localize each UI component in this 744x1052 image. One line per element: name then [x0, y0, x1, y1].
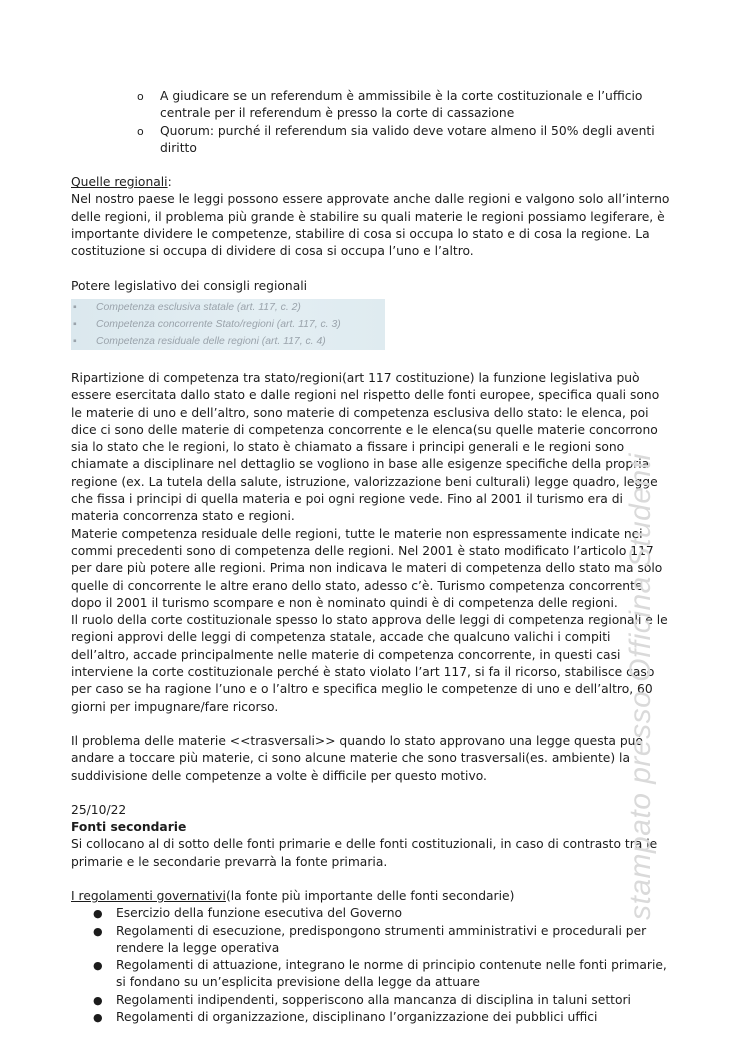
image-item: ▪ Competenza concorrente Stato/regioni (art. 117, c. 3) — [73, 318, 341, 330]
list-item: ● Regolamenti di esecuzione, predispongono strumenti amministrativi e procedurali per rendere la legge operativa — [93, 923, 647, 955]
lesson-date: 25/10/22 — [71, 802, 127, 817]
list-item: ● Regolamenti indipendenti, sopperiscono alla mancanza di disciplina in taluni settori — [93, 992, 631, 1007]
document-body — [71, 88, 671, 1026]
corte-paragraph: Il ruolo della corte costituzionale spesso lo stato approva delle leggi di competenza regionali e le regioni approvi delle leggi di competenza statale, accade che qualcuno valichi i compiti dell’altro, accade principalmente nelle materie di competenza concorrente, in questi casi interviene la corte costituzionale perché è stato violato l’art 117, si fa il ricorso, stabilisce caso per caso se ha ragione l’uno e o l’altro e specifica meglio le competenze di uno e dell’altro, 60 giorni per impugnare/fare ricorso. — [71, 613, 668, 714]
trasversali-paragraph: Il problema delle materie <<trasversali>> quando lo stato approvano una legge questa può andare a toccare più materie, ci sono alcune materie che sono trasversali(es. ambiente) la suddivisione delle competenze a volte è difficile per questo motivo. — [71, 733, 644, 783]
section-heading: Fonti secondarie — [71, 820, 187, 835]
regolamenti-heading: I regolamenti governativi(la fonte più importante delle fonti secondarie) — [71, 888, 515, 903]
list-item: ● Esercizio della funzione esecutiva del Governo — [93, 906, 403, 921]
regionali-paragraph: Nel nostro paese le leggi possono essere approvate anche dalle regioni e valgono solo all’interno delle regioni, il problema più grande è stabilire su quali materie le regioni possiamo legiferare, è importante dividere le competenze, stabilire di cosa si occupa lo stato e di cosa la regione. La costituzione si occupa di dividere di cosa si occupa l’uno e l’altro. — [71, 192, 670, 259]
list-item: ● Regolamenti di organizzazione, disciplinano l’organizzazione dei pubblici uffici — [93, 1010, 598, 1025]
list-item: o Quorum: purché il referendum sia valido deve votare almeno il 50% degli aventi diritto — [137, 123, 655, 155]
residuale-paragraph: Materie competenza residuale delle regioni, tutte le materie non espressamente indicate nei commi precedenti sono di competenza delle regioni. Nel 2001 è stato modificato l’articolo 117 per dare più potere alle regioni. Prima non indicava le materi di competenza dello stato ma solo quelle di concorrente le altre erano dello stato, adesso c’è. Turismo competenza concorrente dopo il 2001 il turismo scompare e non è nominato quindi è di competenza delle regioni. — [71, 526, 663, 610]
ripartizione-paragraph: Ripartizione di competenza tra stato/regioni(art 117 costituzione) la funzione legislativa può essere esercitata dallo stato e dalle regioni nel rispetto delle fonti europee, specifica quali sono le materie di uno e dell’altro, sono materie di competenza esclusiva dello stato: le elenca, poi dice ci sono delle materie di competenza concorrente e le elenca(su quelle materie concorrono sia lo stato che le regioni, lo stato è chiamato a fissare i principi generali e le regioni sono chiamate a disciplinare nel dettaglio se vogliono in base alle esigenze specifiche della propria regione (ex. La tutela della salute, istruzione, valorizzazione beni culturali) legge quadro, legge che fissa i principi di quella materia e poi ogni regione vede. Fino al 2001 il turismo era di materia concorrenza stato e regioni. — [71, 370, 660, 524]
potere-title: Potere legislativo dei consigli regionali — [71, 278, 308, 293]
watermark: stampato presso Officina Studenti — [624, 453, 657, 920]
top-sublist — [71, 88, 671, 157]
list-item: o A giudicare se un referendum è ammissibile è la corte costituzionale e l’ufficio centrale per il referendum è presso la corte di cassazione — [137, 89, 643, 121]
regolamenti-list — [71, 905, 671, 1026]
image-item: ▪ Competenza residuale delle regioni (art. 117, c. 4) — [73, 335, 326, 347]
list-item: ● Regolamenti di attuazione, integrano le norme di principio contenute nelle fonti primarie, si fondano su un’esplicita previsione della legge da attuare — [93, 958, 667, 990]
competenze-image — [71, 299, 385, 350]
fonti-paragraph: Si collocano al di sotto delle fonti primarie e delle fonti costituzionali, in caso di contrasto tra le primarie e le secondarie prevarrà la fonte primaria. — [71, 837, 658, 869]
image-item: ▪ Competenza esclusiva statale (art. 117, c. 2) — [73, 301, 301, 313]
regionali-heading: Quelle regionali: — [71, 175, 172, 190]
